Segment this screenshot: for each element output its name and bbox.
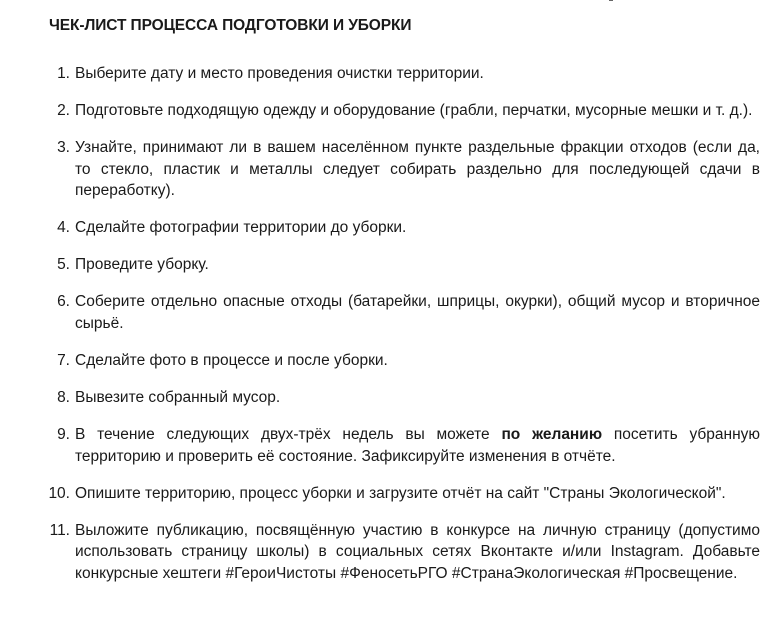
list-item	[0, 63, 779, 85]
item-text-emphasis: по желанию	[501, 426, 603, 444]
item-number: 7.	[57, 352, 70, 370]
item-number: 5.	[57, 256, 70, 274]
item-number: 4.	[57, 219, 70, 237]
checklist	[0, 63, 779, 600]
list-item	[0, 137, 779, 202]
list-item	[0, 483, 779, 505]
item-number: 9.	[57, 426, 70, 444]
item-text	[75, 426, 760, 465]
item-text: Вывезите собранный мусор.	[75, 389, 281, 407]
item-number: 11.	[49, 521, 70, 539]
item-text-before: В течение следующих двух-трёх недель вы можете	[75, 426, 502, 444]
item-text: Узнайте, принимают ли в вашем населённом пункте раздельные фракции отходов (если да, то стекло, пластик и металлы следует собирать раздельно для последующей сдачи в переработку).	[75, 139, 760, 200]
list-item	[0, 520, 779, 585]
page-title: ЧЕК-ЛИСТ ПРОЦЕССА ПОДГОТОВКИ И УБОРКИ	[49, 17, 412, 34]
list-item	[0, 350, 779, 372]
item-number: 8.	[57, 389, 70, 407]
item-number: 2.	[57, 102, 70, 120]
item-number: 1.	[57, 65, 70, 82]
item-text: Проведите уборку.	[75, 256, 209, 274]
list-item	[0, 254, 779, 276]
list-item	[0, 387, 779, 409]
item-number: 6.	[57, 293, 70, 311]
page-edge-mark	[609, 0, 613, 1]
item-text: Соберите отдельно опасные отходы (батарейки, шприцы, окурки), общий мусор и вторичное сырьё.	[75, 293, 760, 332]
item-text: Подготовьте подходящую одежду и оборудование (грабли, перчатки, мусорные мешки и т. д.).	[75, 102, 753, 120]
list-item	[0, 291, 779, 334]
list-item	[0, 217, 779, 239]
item-text-after: посетить убранную территорию и проверить её состояние. Зафиксируйте изменения в отчёте.	[75, 426, 761, 465]
item-text: Опишите территорию, процесс уборки и загрузите отчёт на сайт "Страны Экологической".	[75, 484, 726, 502]
list-item	[0, 100, 779, 122]
item-text: Сделайте фото в процессе и после уборки.	[75, 352, 388, 370]
item-text: Сделайте фотографии территории до уборки.	[75, 219, 407, 237]
list-item	[0, 424, 779, 467]
item-text: Выберите дату и место проведения очистки территории.	[75, 65, 484, 82]
item-number: 3.	[57, 139, 70, 157]
item-number: 10.	[48, 484, 70, 502]
item-text: Выложите публикацию, посвящённую участию в конкурсе на личную страницу (допустимо использовать страницу школы) в социальных сетях Вконтакте и/или Instagram. Добавьте конкурсные хештеги #ГероиЧистоты #ФеносетьРГО #СтранаЭкологическая #Просвещение.	[75, 521, 760, 582]
